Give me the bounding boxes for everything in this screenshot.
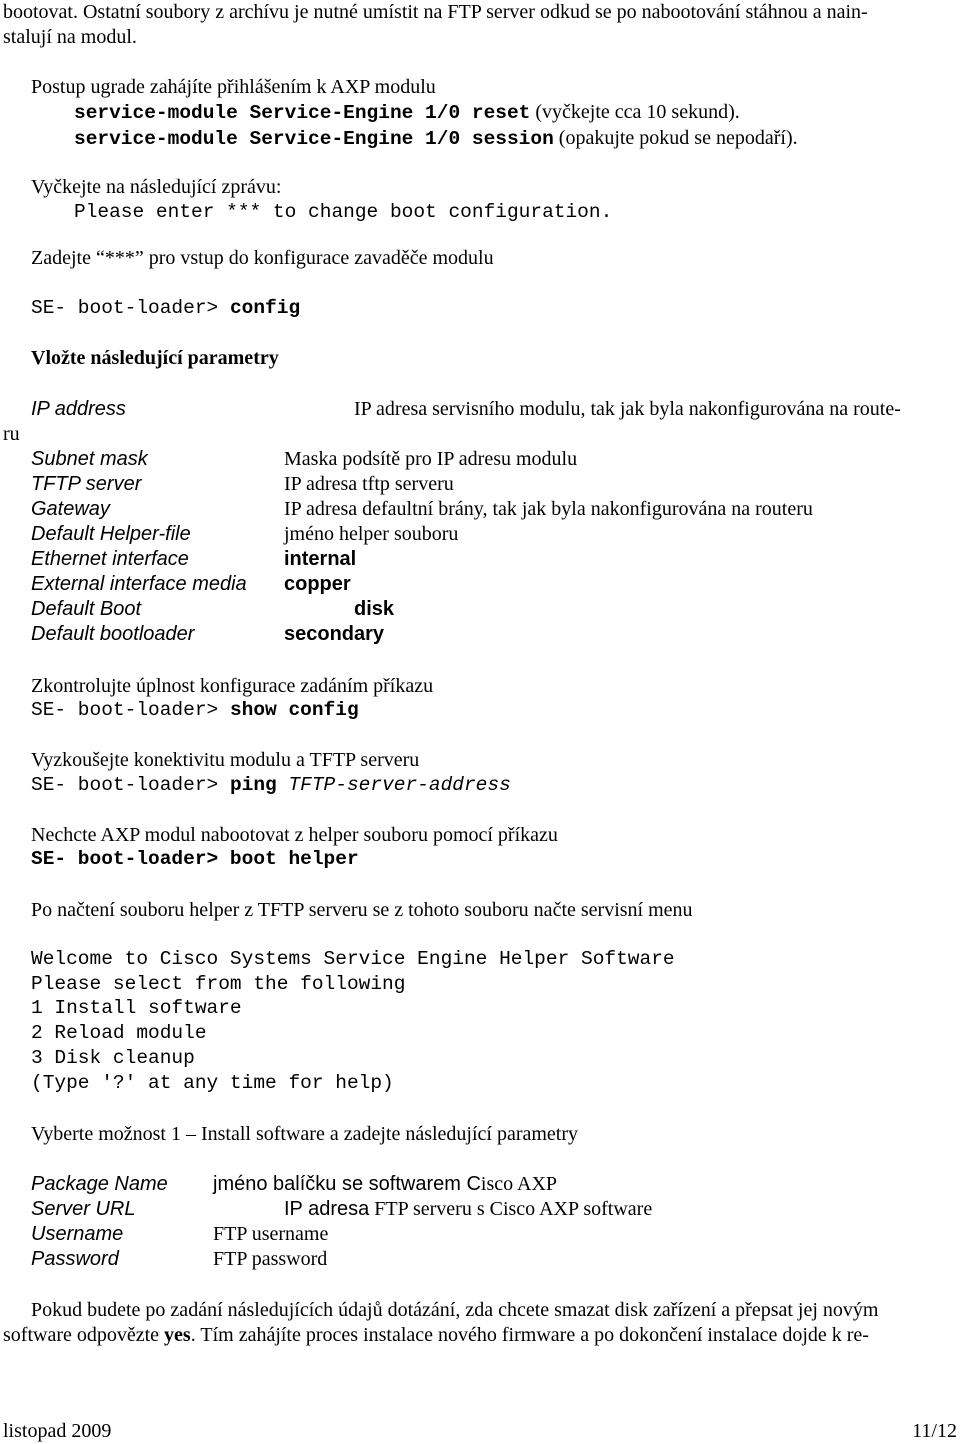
wait-message: Please enter *** to change boot configuration. <box>74 201 613 223</box>
intro-line-1: bootovat. Ostatní soubory z archívu je nutné umístit na FTP server odkud se po nabootování stáhnou a nain- <box>3 1 868 23</box>
after-helper-text: Po načtení souboru helper z TFTP serveru se z tohoto souboru načte servisní menu <box>31 899 693 921</box>
menu-line-5: 3 Disk cleanup <box>31 1047 195 1069</box>
param-gateway-desc: IP adresa defaultní brány, tak jak byla nakonfigurována na routeru <box>284 498 813 520</box>
param-default-bootloader-value: secondary <box>284 623 385 645</box>
install-package-name-label: Package Name <box>31 1173 168 1195</box>
menu-line-3: 1 Install software <box>31 997 242 1019</box>
final-paragraph-line-1: Pokud budete po zadání následujících údajů dotázání, zda chcete smazat disk zařízení a přepsat jej novým <box>31 1299 879 1321</box>
final-paragraph-line-2 <box>3 1323 869 1347</box>
wait-label: Vyčkejte na následující zprávu: <box>31 176 282 198</box>
param-helper-file-name: Default Helper-file <box>31 523 191 545</box>
helper-instruction: Nechcte AXP modul nabootovat z helper souboru pomocí příkazu <box>31 824 558 846</box>
install-username-desc: FTP username <box>213 1223 329 1245</box>
install-password-desc: FTP password <box>213 1248 328 1270</box>
package-desc-part-a: jméno balíčku se softwarem C <box>213 1173 481 1195</box>
ping-instruction: Vyzkoušejte konektivitu modulu a TFTP serveru <box>31 749 420 771</box>
menu-line-4: 2 Reload module <box>31 1022 207 1044</box>
params-heading: Vložte následující parametry <box>31 347 279 369</box>
param-external-media-name: External interface media <box>31 573 247 595</box>
param-ip-address-desc-cont: ru <box>3 423 20 445</box>
session-note: (opakujte pokud se nepodaří). <box>553 127 798 149</box>
ping-prompt: SE- boot-loader> <box>31 774 230 796</box>
package-desc-part-b: isco AXP <box>480 1173 558 1195</box>
menu-line-2: Please select from the following <box>31 973 406 995</box>
install-server-url-label: Server URL <box>31 1198 136 1220</box>
boot-helper-command: SE- boot-loader> boot helper <box>31 848 359 870</box>
check-prompt: SE- boot-loader> <box>31 699 230 721</box>
param-subnet-mask-name: Subnet mask <box>31 448 148 470</box>
menu-line-6: (Type '?' at any time for help) <box>31 1072 394 1094</box>
session-command: service-module Service-Engine 1/0 session <box>74 128 554 150</box>
menu-line-1: Welcome to Cisco Systems Service Engine Helper Software <box>31 948 675 970</box>
param-tftp-server-name: TFTP server <box>31 473 142 495</box>
ping-command-line <box>31 772 511 797</box>
param-ethernet-interface-name: Ethernet interface <box>31 548 189 570</box>
param-default-boot-name: Default Boot <box>31 598 142 620</box>
param-ethernet-interface-value: internal <box>284 548 357 570</box>
reset-command: service-module Service-Engine 1/0 reset <box>74 102 531 124</box>
param-tftp-server-desc: IP adresa tftp serveru <box>284 473 454 495</box>
reset-note: (vyčkejte cca 10 sekund). <box>530 101 740 123</box>
param-default-bootloader-name: Default bootloader <box>31 623 195 645</box>
ping-argument: TFTP-server-address <box>288 774 511 796</box>
enter-instruction: Zadejte “***” pro vstup do konfigurace zavaděče modulu <box>31 247 494 269</box>
install-username-label: Username <box>31 1223 124 1245</box>
footer-page-number: 11/12 <box>912 1420 957 1442</box>
final-line-2-part-b: . Tím zahájíte proces instalace nového firmware a po dokončení instalace dojde k re- <box>190 1324 869 1346</box>
config-command-line <box>31 295 300 320</box>
install-package-name-desc <box>213 1172 557 1196</box>
server-url-desc-part-b: FTP serveru s Cisco AXP software <box>369 1198 653 1220</box>
upgrade-command-session <box>74 126 798 151</box>
param-external-media-value: copper <box>284 573 351 595</box>
param-ip-address-name: IP address <box>31 398 126 420</box>
config-command: config <box>229 297 301 319</box>
param-helper-file-desc: jméno helper souboru <box>284 523 459 545</box>
param-ip-address-desc: IP adresa servisního modulu, tak jak byla nakonfigurována na route- <box>354 398 901 420</box>
footer-date: listopad 2009 <box>3 1420 112 1442</box>
server-url-desc-part-a: IP adresa <box>284 1198 370 1220</box>
ping-command: ping <box>229 774 289 796</box>
install-password-label: Password <box>31 1248 119 1270</box>
param-subnet-mask-desc: Maska podsítě pro IP adresu modulu <box>284 448 578 470</box>
check-instruction: Zkontrolujte úplnost konfigurace zadáním příkazu <box>31 675 434 697</box>
upgrade-command-reset <box>74 100 740 125</box>
final-line-2-part-a: software odpovězte <box>3 1324 165 1346</box>
final-yes-keyword: yes <box>164 1324 191 1346</box>
bootloader-prompt: SE- boot-loader> <box>31 297 230 319</box>
install-server-url-desc <box>284 1197 652 1221</box>
choose-instruction: Vyberte možnost 1 – Install software a zadejte následující parametry <box>31 1123 579 1145</box>
param-gateway-name: Gateway <box>31 498 110 520</box>
show-config-command: show config <box>229 699 359 721</box>
check-command-line <box>31 697 359 722</box>
intro-line-2: stalují na modul. <box>3 26 137 48</box>
param-default-boot-value: disk <box>354 598 395 620</box>
upgrade-intro: Postup ugrade zahájíte přihlášením k AXP modulu <box>31 76 436 98</box>
